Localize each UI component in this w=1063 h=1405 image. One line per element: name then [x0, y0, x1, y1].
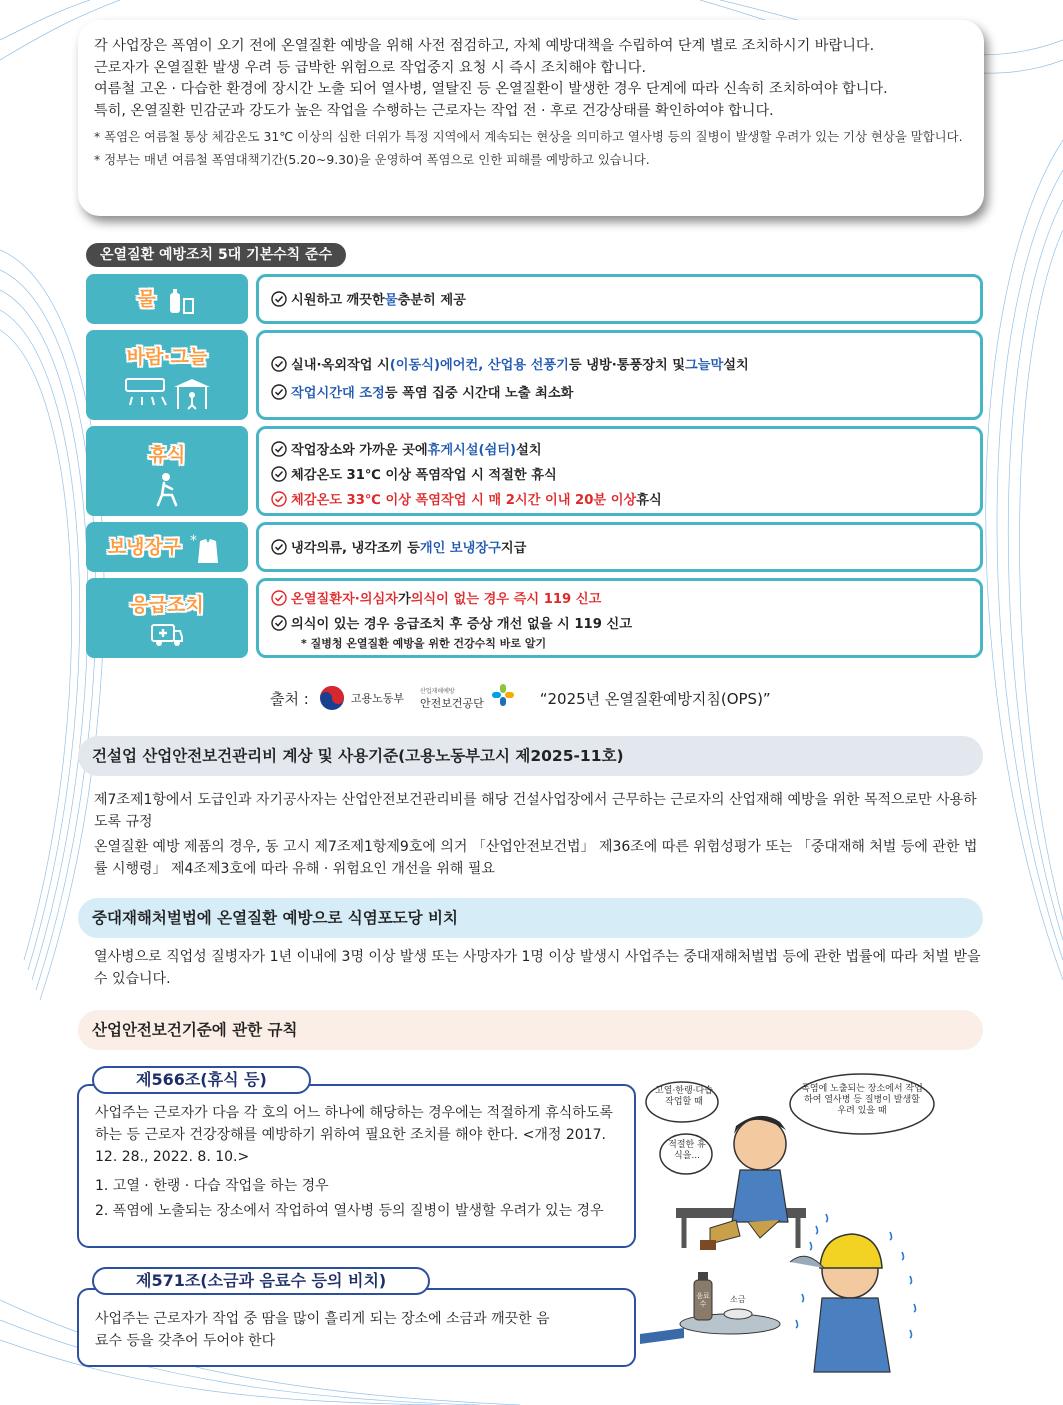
- rule-text: 충분히 제공: [397, 293, 466, 308]
- category-rest: [86, 426, 248, 516]
- kosha-title: 안전보건공단: [419, 697, 484, 710]
- intro-line: 여름철 고온 · 다습한 환경에 장시간 노출 되어 열사병, 열탈진 등 온열질환이 발생한 경우 단계에 따라 신속히 조치하여야 합니다.: [94, 81, 888, 97]
- rule-highlight: 물: [384, 293, 398, 308]
- section-cost-text: [94, 789, 984, 880]
- rule-text: 설치: [516, 443, 542, 458]
- article-text: 사업주는 근로자가 작업 중 땀을 많이 흘리게 되는 장소에 소금과 깨끗한 음료수 등을 갖추어 두어야 한다: [95, 1311, 550, 1349]
- cartoon-bubble-text: 폭염에 노출되는 장소에서 작업하여 열사병 등 질병이 발생할 우려 있을 때: [801, 1084, 923, 1116]
- check-circle-icon: [271, 384, 287, 400]
- check-circle-icon: [271, 291, 287, 307]
- water-description: [256, 274, 983, 324]
- source-line: [270, 680, 771, 716]
- rule-text: 의식이 있는 경우 응급조치 후 증상 개선 없을 시 119 신고: [291, 617, 632, 632]
- check-circle-icon: [271, 615, 287, 631]
- rule-text: 체감온도 31℃ 이상 폭염작업 시 적절한 휴식: [291, 468, 557, 483]
- source-document: “2025년 온열질환예방지침(OPS)”: [539, 689, 771, 708]
- water-bottle-icon: [167, 287, 197, 315]
- check-circle-icon: [271, 356, 287, 372]
- section-saline-text: [94, 946, 984, 990]
- rest-description: [256, 426, 983, 516]
- rule-text: 설치: [723, 358, 749, 373]
- rule-text: 작업장소와 가까운 곳에: [291, 443, 428, 458]
- rule-highlight: 작업시간대 조정: [291, 386, 385, 401]
- rule-text: 지급: [500, 541, 527, 556]
- intro-note: * 폭염은 여름철 통상 체감온도 31℃ 이상의 심한 더위가 특정 지역에서 계속되는 현상을 의미하고 열사병 등의 질병이 발생할 우려가 있는 기상 현상을 말합니다.: [94, 129, 963, 144]
- svg-text:*: *: [190, 532, 198, 549]
- salt-label: 소금: [730, 1295, 746, 1304]
- cartoon-bubble-text: 적절한 휴식을...: [668, 1140, 706, 1161]
- intro-line: 근로자가 온열질환 발생 우려 등 급박한 위험으로 작업중지 요청 시 즉시 조치해야 합니다.: [94, 59, 647, 76]
- rule-highlight: 개인 보냉장구: [419, 541, 501, 556]
- article-566-box: [77, 1084, 636, 1248]
- rule-text: 실내·옥외작업 시: [291, 358, 390, 373]
- check-circle-icon: [271, 491, 287, 507]
- rule-text: 가: [397, 592, 411, 607]
- intro-line: 특히, 온열질환 민감군과 강도가 높은 작업을 수행하는 근로자는 작업 전 · 후로 건강상태를 확인하여야 합니다.: [94, 102, 774, 119]
- category-label: 물: [137, 288, 156, 310]
- rule-highlight: (이동식)에어컨, 산업용 선풍기: [389, 358, 569, 373]
- kosha-name: [420, 686, 484, 710]
- rule-text: 등 냉방·통풍장치 및: [568, 358, 686, 373]
- section-header-rules: 산업안전보건기준에 관한 규칙: [78, 1010, 983, 1050]
- rule-highlight: 의식이 없는 경우 즉시 119 신고: [410, 592, 602, 607]
- aid-description: [256, 578, 983, 658]
- rules-title: 온열질환 예방조치 5대 기본수칙 준수: [86, 243, 346, 267]
- article-item: 1. 고열 · 한랭 · 다습 작업을 하는 경우: [95, 1178, 329, 1194]
- intro-box: [78, 20, 984, 216]
- category-label: 휴식: [148, 444, 186, 466]
- rule-highlight: 휴게시설(쉼터): [427, 443, 517, 458]
- gear-description: [256, 522, 983, 572]
- ministry-name: 고용노동부: [350, 692, 404, 705]
- article-text: 사업주는 근로자가 다음 각 호의 어느 하나에 해당하는 경우에는 적절하게 휴식하도록 하는 등 근로자 건강장해를 예방하기 위하여 필요한 조치를 해야 한다. <개정 2017. 12. 28., 2022. 8. 10.>: [95, 1105, 613, 1165]
- section-header-cost: 건설업 산업안전보건관리비 계상 및 사용기준(고용노동부고시 제2025-11호): [78, 736, 983, 776]
- rule-text: 시원하고 깨끗한: [291, 293, 385, 308]
- category-first-aid: [86, 578, 248, 658]
- article-566-title: 제566조(휴식 등): [92, 1066, 311, 1094]
- resting-person-icon: [150, 471, 184, 507]
- rule-highlight: 체감온도 33℃ 이상 폭염작업 시 매 2시간 이내 20분 이상: [291, 493, 637, 508]
- ambulance-icon: [150, 621, 184, 649]
- ministry-logo-icon: [319, 685, 345, 711]
- check-circle-icon: [271, 590, 287, 606]
- category-label: 보냉장구: [107, 536, 182, 558]
- category-label: 바람·그늘: [126, 346, 208, 368]
- aircon-shade-icon: [122, 375, 212, 411]
- cartoon-illustration: [640, 1072, 960, 1390]
- intro-note: * 정부는 매년 여름철 폭염대책기간(5.20~9.30)을 운영하여 폭염으로 인한 피해를 예방하고 있습니다.: [94, 152, 650, 167]
- kosha-logo-icon: [490, 682, 516, 708]
- rule-text: 냉각의류, 냉각조끼 등: [291, 541, 420, 556]
- cooling-vest-icon: [190, 533, 226, 565]
- wind-description: [256, 330, 983, 420]
- rule-highlight: 온열질환자·의심자: [291, 592, 398, 607]
- category-water: [86, 274, 248, 324]
- article-571-box: [77, 1288, 636, 1367]
- category-cooling-gear: [86, 522, 248, 572]
- kosha-subtitle: 산업재해예방: [419, 688, 455, 695]
- rule-text: 휴식: [636, 493, 662, 508]
- article-571-title: 제571조(소금과 음료수 등의 비치): [92, 1267, 430, 1295]
- bottle-label: 음료수: [696, 1292, 710, 1308]
- worker-cartoon-image: [640, 1072, 960, 1390]
- source-label: 출처 :: [270, 689, 309, 708]
- section-paragraph: 제7조제1항에서 도급인과 자기공사자는 산업안전보건관리비를 해당 건설사업장에서 근무하는 근로자의 산업재해 예방을 위한 목적으로만 사용하도록 규정: [94, 792, 977, 830]
- check-circle-icon: [271, 466, 287, 482]
- section-paragraph: 온열질환 예방 제품의 경우, 동 고시 제7조제1항제9호에 의거 「산업안전보건법」 제36조에 따른 위험성평가 또는 「중대재해 처벌 등에 관한 법률 시행령」 제4조제3호에 따라 유해 · 위험요인 개선을 위해 필요: [94, 839, 978, 877]
- section-header-saline: 중대재해처벌법에 온열질환 예방으로 식염포도당 비치: [78, 898, 983, 938]
- check-circle-icon: [271, 539, 287, 555]
- cartoon-bubble-text: 고열·한랭·다습 작업할 때: [655, 1086, 713, 1107]
- check-circle-icon: [271, 441, 287, 457]
- article-item: 2. 폭염에 노출되는 장소에서 작업하여 열사병 등의 질병이 발생할 우려가 있는 경우: [95, 1203, 604, 1219]
- section-paragraph: 열사병으로 직업성 질병자가 1년 이내에 3명 이상 발생 또는 사망자가 1명 이상 발생시 사업주는 중대재해처벌법 등에 관한 법률에 따라 처벌 받을 수 있습니다.: [94, 949, 981, 987]
- category-wind-shade: [86, 330, 248, 420]
- rule-text: 등 폭염 집중 시간대 노출 최소화: [384, 386, 574, 401]
- aid-note: * 질병청 온열질환 예방을 위한 건강수칙 바로 알기: [301, 637, 547, 650]
- rule-highlight: 그늘막: [685, 358, 724, 373]
- intro-line: 각 사업장은 폭염이 오기 전에 온열질환 예방을 위해 사전 점검하고, 자체 예방대책을 수립하여 단계 별로 조치하시기 바랍니다.: [94, 38, 875, 54]
- category-label: 응급조치: [130, 594, 204, 616]
